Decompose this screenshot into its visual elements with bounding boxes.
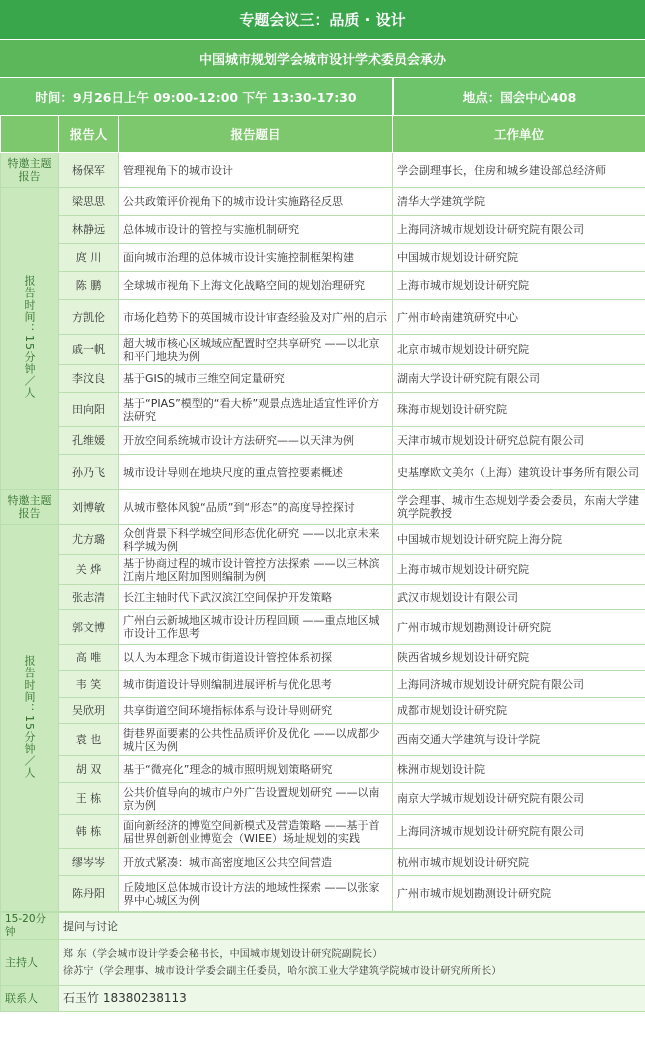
work-unit: 上海市城市规划设计研究院 [393, 555, 645, 585]
report-time-label: 报告时间：15分钟／人 [23, 654, 36, 779]
work-unit: 广州市城市规划勘测设计研究院 [393, 876, 645, 912]
work-unit: 上海同济城市规划设计研究院有限公司 [393, 815, 645, 849]
table-row [1, 455, 645, 490]
speaker-name: 刘博敏 [59, 490, 119, 525]
time-place-bar [0, 77, 645, 115]
speaker-name: 梁思思 [59, 188, 119, 216]
report-topic: 基于GIS的城市三维空间定量研究 [119, 365, 393, 393]
table-row [1, 216, 645, 244]
table-row [1, 555, 645, 585]
special-report-category: 特邀主题报告 [1, 490, 59, 525]
report-topic: 基于协商过程的城市设计管控方法探索 ——以三林滨江南片地区附加图则编制为例 [119, 555, 393, 585]
header-unit: 工作单位 [393, 116, 645, 153]
speaker-name: 陈 鹏 [59, 272, 119, 300]
report-topic: 街巷界面要素的公共性品质评价及优化 ——以成都少城片区为例 [119, 724, 393, 756]
speaker-name: 戚一帆 [59, 335, 119, 365]
speaker-name: 韩 栋 [59, 815, 119, 849]
work-unit: 南京大学城市规划设计研究院有限公司 [393, 783, 645, 815]
speaker-name: 关 烨 [59, 555, 119, 585]
agenda-table [0, 115, 645, 912]
speaker-name: 方凯伦 [59, 300, 119, 335]
table-row [1, 698, 645, 724]
work-unit: 上海市城市规划设计研究院 [393, 272, 645, 300]
report-topic: 超大城市核心区城域应配置时空共享研究 ——以北京和平门地块为例 [119, 335, 393, 365]
page-title: 专题会议三：品质 · 设计 [0, 0, 645, 39]
host-row [1, 940, 645, 986]
work-unit: 中国城市规划设计研究院上海分院 [393, 525, 645, 555]
work-unit: 中国城市规划设计研究院 [393, 244, 645, 272]
report-topic: 管理视角下的城市设计 [119, 153, 393, 188]
table-header-row [1, 116, 645, 153]
work-unit: 学会理事、城市生态规划学委会委员，东南大学建筑学院教授 [393, 490, 645, 525]
table-row [1, 244, 645, 272]
report-topic: 以人为本理念下城市街道设计管控体系初探 [119, 645, 393, 671]
place-label: 地点：国会中心408 [392, 78, 645, 115]
table-row [1, 783, 645, 815]
speaker-name: 陈丹阳 [59, 876, 119, 912]
work-unit: 上海同济城市规划设计研究院有限公司 [393, 216, 645, 244]
speaker-name: 庹 川 [59, 244, 119, 272]
report-topic: 开放式紧凑：城市高密度地区公共空间营造 [119, 849, 393, 876]
report-topic: 从城市整体风貌“品质”到“形态”的高度导控探讨 [119, 490, 393, 525]
special-report-row [1, 490, 645, 525]
table-row [1, 876, 645, 912]
report-topic: 开放空间系统城市设计方法研究——以天津为例 [119, 427, 393, 455]
speaker-name: 田向阳 [59, 393, 119, 427]
table-row [1, 645, 645, 671]
work-unit: 清华大学建筑学院 [393, 188, 645, 216]
report-topic: 共享街道空间环境指标体系与设计导则研究 [119, 698, 393, 724]
work-unit: 史基摩欧文美尔（上海）建筑设计事务所有限公司 [393, 455, 645, 490]
table-row [1, 393, 645, 427]
table-row [1, 272, 645, 300]
table-row [1, 610, 645, 645]
report-topic: 总体城市设计的管控与实施机制研究 [119, 216, 393, 244]
report-time-label: 报告时间：15分钟／人 [23, 275, 36, 399]
work-unit: 武汉市规划设计有限公司 [393, 585, 645, 610]
host-key: 主持人 [1, 940, 59, 986]
work-unit: 株洲市规划设计院 [393, 756, 645, 783]
special-report-row [1, 153, 645, 188]
header-category [1, 116, 59, 153]
work-unit: 西南交通大学建筑与设计学院 [393, 724, 645, 756]
time-label: 时间：9月26日上午 09:00-12:00 下午 13:30-17:30 [0, 78, 392, 115]
contact-row [1, 986, 645, 1012]
header-topic: 报告题目 [119, 116, 393, 153]
speaker-name: 吴欣玥 [59, 698, 119, 724]
work-unit: 广州市岭南建筑研究中心 [393, 300, 645, 335]
table-row [1, 335, 645, 365]
header-speaker: 报告人 [59, 116, 119, 153]
report-topic: 基于“PIAS”模型的“看大桥”观景点选址适宜性评价方法研究 [119, 393, 393, 427]
report-time-category [1, 525, 59, 912]
speaker-name: 尤方璐 [59, 525, 119, 555]
contact-key: 联系人 [1, 986, 59, 1012]
work-unit: 珠海市规划设计研究院 [393, 393, 645, 427]
report-topic: 丘陵地区总体城市设计方法的地域性探索 ——以张家界中心城区为例 [119, 876, 393, 912]
work-unit: 学会副理事长，住房和城乡建设部总经济师 [393, 153, 645, 188]
discussion-row [1, 913, 645, 940]
table-row [1, 427, 645, 455]
report-topic: 众创背景下科学城空间形态优化研究 ——以北京未来科学城为例 [119, 525, 393, 555]
report-topic: 长江主轴时代下武汉滨江空间保护开发策略 [119, 585, 393, 610]
work-unit: 广州市城市规划勘测设计研究院 [393, 610, 645, 645]
speaker-name: 韦 笑 [59, 671, 119, 698]
report-topic: 城市街道设计导则编制进展评析与优化思考 [119, 671, 393, 698]
report-topic: 广州白云新城地区城市设计历程回顾 ——重点地区城市设计工作思考 [119, 610, 393, 645]
work-unit: 北京市城市规划设计研究院 [393, 335, 645, 365]
table-row [1, 815, 645, 849]
discussion-duration: 15-20分钟 [1, 913, 59, 940]
table-row [1, 756, 645, 783]
speaker-name: 孙乃飞 [59, 455, 119, 490]
speaker-name: 缪岑岑 [59, 849, 119, 876]
table-row [1, 724, 645, 756]
speaker-name: 杨保军 [59, 153, 119, 188]
report-topic: 公共政策评价视角下的城市设计实施路径反思 [119, 188, 393, 216]
discussion-label: 提问与讨论 [59, 913, 645, 940]
speaker-name: 林静远 [59, 216, 119, 244]
host-list [59, 940, 645, 986]
report-topic: 面向城市治理的总体城市设计实施控制框架构建 [119, 244, 393, 272]
work-unit: 陕西省城乡规划设计研究院 [393, 645, 645, 671]
host-1: 郑 东（学会城市设计学委会秘书长，中国城市规划设计研究院副院长） [63, 948, 383, 960]
table-row [1, 365, 645, 393]
table-row [1, 188, 645, 216]
table-row [1, 671, 645, 698]
special-report-category: 特邀主题报告 [1, 153, 59, 188]
host-2: 徐苏宁（学会理事、城市设计学委会副主任委员，哈尔滨工业大学建筑学院城市设计研究所所长） [63, 965, 502, 977]
speaker-name: 郭文博 [59, 610, 119, 645]
work-unit: 杭州市城市规划设计研究院 [393, 849, 645, 876]
speaker-name: 王 栋 [59, 783, 119, 815]
contact-value: 石玉竹 18380238113 [59, 986, 645, 1012]
work-unit: 湖南大学设计研究院有限公司 [393, 365, 645, 393]
report-time-category [1, 188, 59, 490]
speaker-name: 高 唯 [59, 645, 119, 671]
organizer-banner: 中国城市规划学会城市设计学术委员会承办 [0, 39, 645, 77]
speaker-name: 张志清 [59, 585, 119, 610]
work-unit: 上海同济城市规划设计研究院有限公司 [393, 671, 645, 698]
report-topic: 市场化趋势下的英国城市设计审查经验及对广州的启示 [119, 300, 393, 335]
table-row [1, 585, 645, 610]
speaker-name: 胡 双 [59, 756, 119, 783]
report-topic: 面向新经济的博览空间新模式及营造策略 ——基于首届世界创新创业博览会（WIEE）场址规划的实践 [119, 815, 393, 849]
table-row [1, 849, 645, 876]
speaker-name: 李汶良 [59, 365, 119, 393]
report-topic: 全球城市视角下上海文化战略空间的规划治理研究 [119, 272, 393, 300]
table-row [1, 300, 645, 335]
work-unit: 成都市规划设计研究院 [393, 698, 645, 724]
report-topic: 基于“微亮化”理念的城市照明规划策略研究 [119, 756, 393, 783]
table-row [1, 525, 645, 555]
speaker-name: 袁 也 [59, 724, 119, 756]
work-unit: 天津市城市规划设计研究总院有限公司 [393, 427, 645, 455]
speaker-name: 孔维媛 [59, 427, 119, 455]
report-topic: 公共价值导向的城市户外广告设置规划研究 ——以南京为例 [119, 783, 393, 815]
report-topic: 城市设计导则在地块尺度的重点管控要素概述 [119, 455, 393, 490]
agenda-footer [0, 912, 645, 1012]
